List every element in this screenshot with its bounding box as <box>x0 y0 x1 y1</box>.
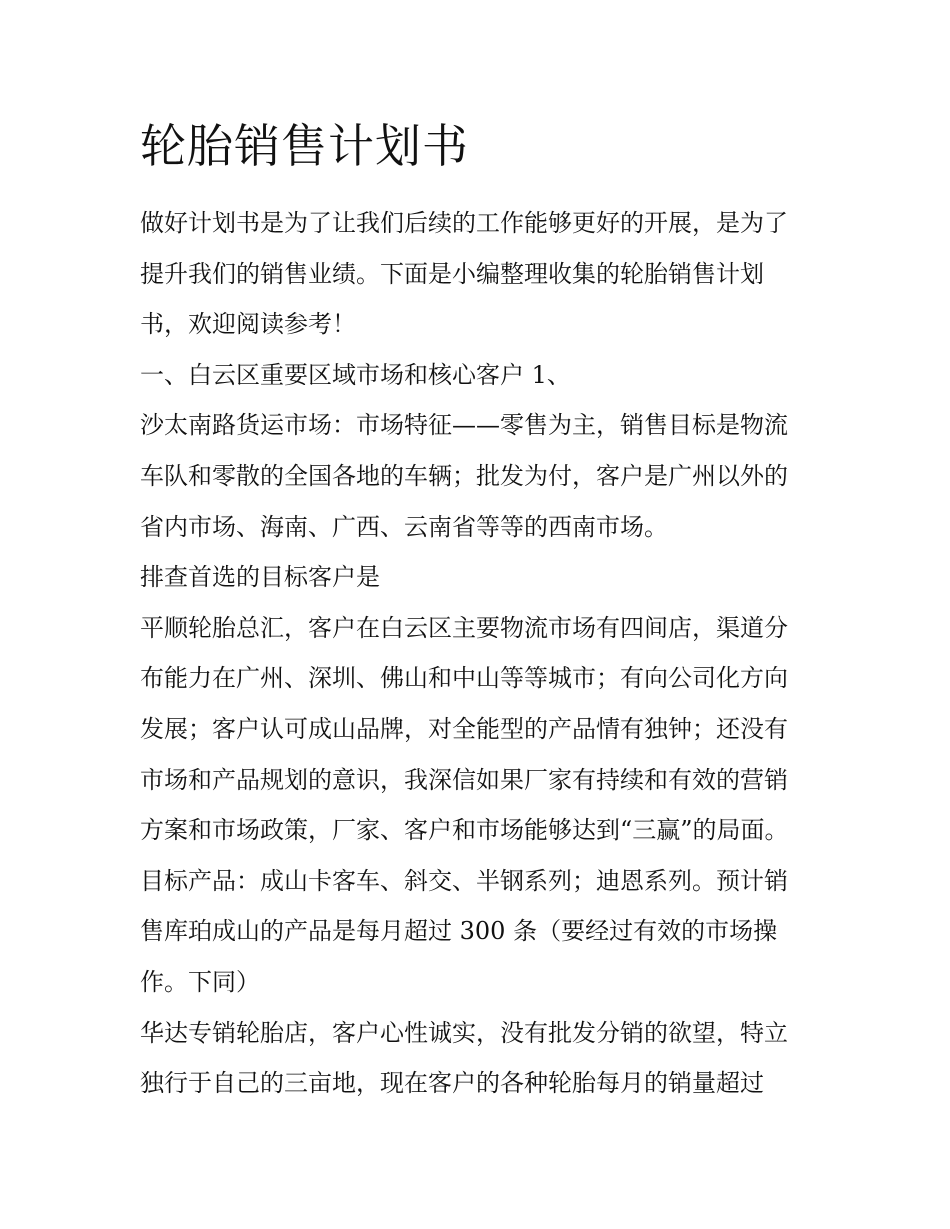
paragraph-line: 作。下同） <box>140 967 260 996</box>
document-body <box>140 198 830 1109</box>
paragraph-line: 提升我们的销售业绩。下面是小编整理收集的轮胎销售计划 <box>140 259 764 288</box>
paragraph-line: 省内市场、海南、广西、云南省等等的西南市场。 <box>140 512 668 541</box>
section-heading-line: 一、白云区重要区域市场和核心客户 1、 <box>140 360 571 389</box>
paragraph-line: 发展；客户认可成山品牌，对全能型的产品情有独钟；还没有 <box>140 714 788 743</box>
paragraph-line: 方案和市场政策，厂家、客户和市场能够达到“三赢”的局面。 <box>140 816 789 845</box>
paragraph-line: 市场和产品规划的意识，我深信如果厂家有持续和有效的营销 <box>140 765 788 794</box>
paragraph-line: 售库珀成山的产品是每月超过 300 条（要经过有效的市场操 <box>140 917 778 946</box>
paragraph-line: 华达专销轮胎店，客户心性诚实，没有批发分销的欲望，特立 <box>140 1018 788 1047</box>
paragraph-line: 目标产品：成山卡客车、斜交、半钢系列；迪恩系列。预计销 <box>140 866 788 895</box>
paragraph-line: 平顺轮胎总汇，客户在白云区主要物流市场有四间店，渠道分 <box>140 613 788 642</box>
paragraph-line: 布能力在广州、深圳、佛山和中山等等城市；有向公司化方向 <box>140 664 788 693</box>
paragraph-line: 做好计划书是为了让我们后续的工作能够更好的开展，是为了 <box>140 209 788 237</box>
paragraph-line: 沙太南路货运市场：市场特征——零售为主，销售目标是物流 <box>140 411 788 440</box>
paragraph-line: 排查首选的目标客户是 <box>140 563 380 592</box>
paragraph-line: 车队和零散的全国各地的车辆；批发为付，客户是广州以外的 <box>140 461 788 490</box>
document-title: 轮胎销售计划书 <box>140 119 469 173</box>
paragraph-line: 独行于自己的三亩地，现在客户的各种轮胎每月的销量超过 <box>140 1069 764 1098</box>
paragraph-line: 书，欢迎阅读参考！ <box>140 310 356 339</box>
